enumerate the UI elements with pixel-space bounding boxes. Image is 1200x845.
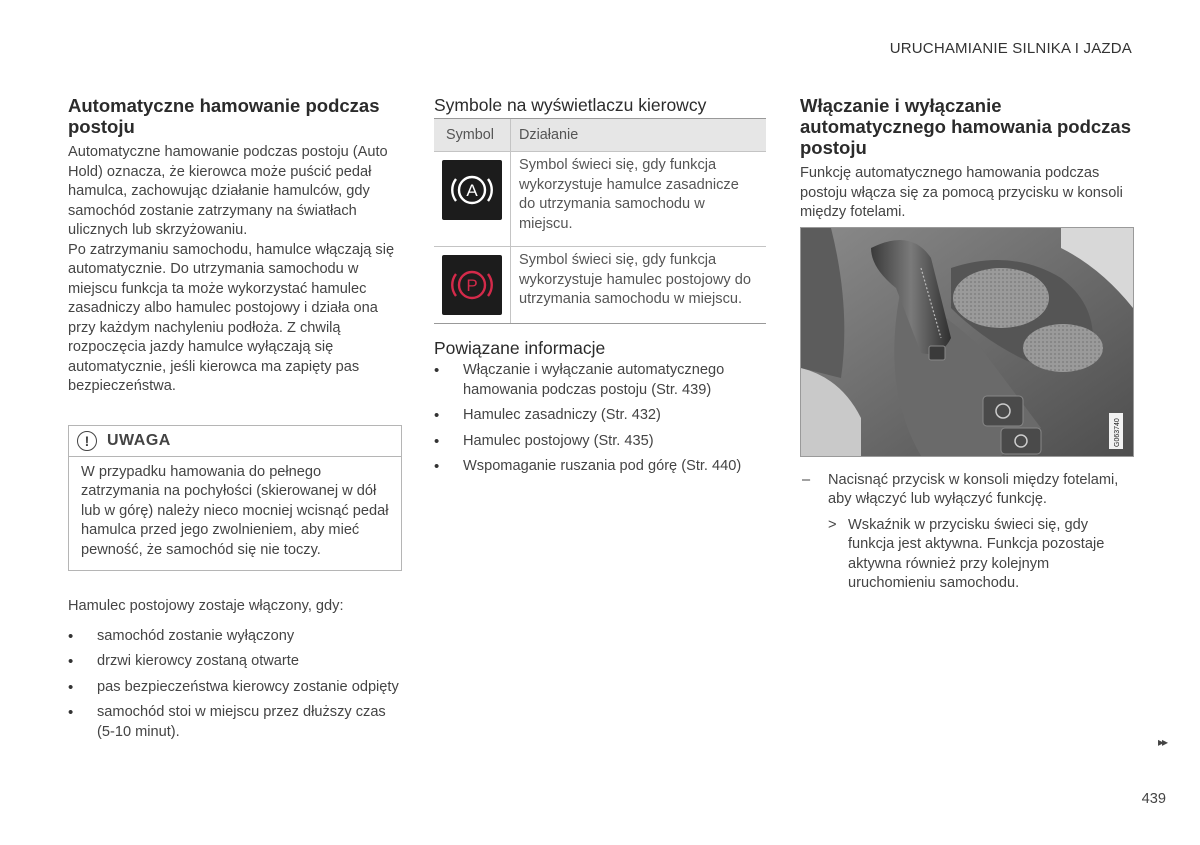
step-marker: –	[802, 471, 811, 488]
related-title: Powiązane informacje	[434, 338, 606, 358]
column-header-symbol: Symbol	[434, 119, 511, 152]
column-auto-hold	[68, 95, 402, 748]
paragraph-intro: Automatyczne hamowanie podczas postoju (Auto Hold) oznacza, że kierowca może puścić pedał hamulca, zachowując działanie hamulców, gdy samochód zostanie zatrzymany na światłach ulicznych lub skrzyżowaniu.	[68, 144, 388, 238]
instruction-step	[800, 471, 1134, 510]
related-link[interactable]: • Włączanie i wyłączanie automatycznego hamowania podczas postoju (Str. 439)	[434, 361, 768, 400]
next-page-icon[interactable]: ▸▸	[1157, 735, 1166, 749]
note-text: W przypadku hamowania do pełnego zatrzymania na pochyłości (skierowanej w dół lub w górę) należy nieco mocniej wcisnąć pedał hamulca przed jego zwolnieniem, aby mieć pewność, że samochód się nie toczy.	[81, 463, 389, 558]
photo-code: G063740	[1114, 417, 1121, 447]
symbols-table	[434, 118, 766, 324]
parking-brake-icon	[442, 255, 502, 315]
result-text: Wskaźnik w przycisku świeci się, gdy funkcja jest aktywna. Funkcja pozostaje aktywna również przy kolejnym uruchomieniu samochodu.	[848, 516, 1105, 591]
console-photo	[800, 227, 1134, 457]
note-header	[69, 426, 401, 457]
column-header-action: Działanie	[511, 119, 767, 152]
page-number: 439	[1141, 791, 1166, 807]
info-warning-icon: !	[77, 431, 97, 451]
row-text: Symbol świeci się, gdy funkcja wykorzystuje hamulec postojowy do utrzymania samochodu w miejscu.	[511, 247, 767, 324]
note-title: UWAGA	[107, 431, 171, 449]
related-list	[434, 361, 768, 477]
column-symbols	[434, 95, 768, 483]
parking-brake-glyph: P	[466, 276, 478, 295]
result-marker: >	[828, 516, 837, 533]
heading-toggle: Włączanie i wyłączanie automatycznego hamowania podczas postoju	[800, 95, 1132, 158]
list-item: • samochód stoi w miejscu przez dłuższy czas (5-10 minut).	[68, 703, 402, 742]
step-text: Nacisnąć przycisk w konsoli między fotelami, aby włączyć lub wyłączyć funkcję.	[828, 471, 1119, 507]
paragraph-operation: Po zatrzymaniu samochodu, hamulce włączają się automatycznie. Do utrzymania samochodu w miejscu funkcja ta może wykorzystać hamulec zasadniczy albo hamulec postojowy i działa ona przy każdym nachyleniu podłoża. Z chwilą rozpoczęcia jazdy hamulce wyłączają się automatycznie, jeśli kierowca ma zapięty pas bezpieczeństwa.	[68, 241, 395, 394]
related-link[interactable]: • Hamulec zasadniczy (Str. 432)	[434, 406, 768, 426]
column-toggle	[800, 95, 1134, 594]
table-row	[434, 247, 766, 324]
instruction-result	[800, 516, 1134, 594]
related-link[interactable]: • Wspomaganie ruszania pod górę (Str. 440)	[434, 457, 768, 477]
heading-auto-hold: Automatyczne hamowanie podczas postoju	[68, 95, 380, 137]
note-box	[68, 425, 402, 572]
auto-hold-icon	[442, 160, 502, 220]
list-item: • drzwi kierowcy zostaną otwarte	[68, 652, 402, 672]
parking-intro: Hamulec postojowy zostaje włączony, gdy:	[68, 598, 344, 614]
toggle-intro: Funkcję automatycznego hamowania podczas postoju włącza się za pomocą przycisku w konsoli między fotelami.	[800, 165, 1123, 220]
parking-list	[68, 627, 402, 743]
auto-hold-glyph: A	[466, 181, 478, 200]
related-link[interactable]: • Hamulec postojowy (Str. 435)	[434, 432, 768, 452]
table-row	[434, 152, 766, 247]
row-text: Symbol świeci się, gdy funkcja wykorzystuje hamulce zasadnicze do utrzymania samochodu w miejscu.	[511, 152, 767, 247]
list-item: • samochód zostanie wyłączony	[68, 627, 402, 647]
table-title: Symbole na wyświetlaczu kierowcy	[434, 95, 707, 115]
section-header: URUCHAMIANIE SILNIKA I JAZDA	[889, 40, 1132, 57]
list-item: • pas bezpieczeństwa kierowcy zostanie odpięty	[68, 678, 402, 698]
